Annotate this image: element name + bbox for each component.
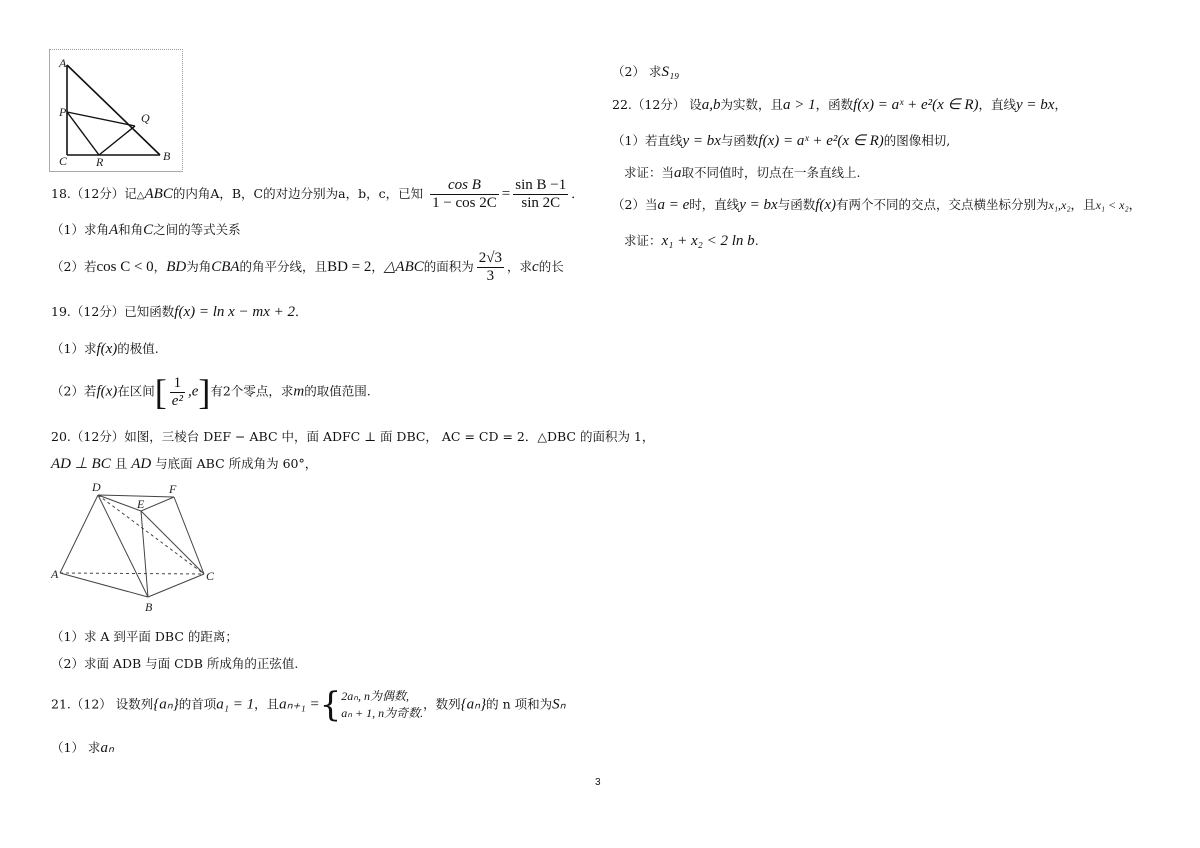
q22-ab: a,b [701,97,721,113]
q18-p2-c: c [532,259,539,275]
q22-p2c: 与函数 [777,197,816,212]
q22-mid2: ，函数 [815,97,854,112]
q22-part2 [612,195,1141,214]
q22-p2ineq: x₁ < x₂ [1095,198,1129,212]
q18-lead: 18.（12分）记 [51,186,137,201]
q21-mid2: ，且 [254,696,280,712]
q22-p2end: . [754,233,759,248]
q18-p2d: 的角平分线，且 [239,259,328,274]
q21-part2 [612,62,679,81]
q20-part1: （1）求 A 到平面 DBC 的距离； [51,629,238,644]
q18-num1: cos B [430,177,499,195]
q21-p1: （1） 求 [51,740,101,755]
q21-mid3: ，数列 [423,696,461,712]
q22-p2ae: a = e [657,197,690,213]
q22-p2line: y = bx [739,197,778,213]
q21-lead: 21.（12） 设数列 [51,696,154,712]
q22-p1b: 与函数 [720,133,759,148]
q22-p2a: （2）当 [612,197,658,212]
q18-p1b: 和角 [118,222,144,237]
page-number: 3 [595,777,601,788]
fig17-edge-pr [67,112,99,155]
q21-p2: （2） 求 [612,64,662,79]
q22-p1c: 的图像相切, [883,133,951,148]
q19-fx: f(x) = ln x − mx + 2 [174,304,296,320]
q22-mid: 为实数，且 [720,97,784,112]
q21-mid4: 的 n 项和为 [486,696,553,712]
q19-p2-f: f(x) [96,383,118,400]
q21-cases [341,688,423,722]
q18-p2-frac [477,250,504,285]
q18-num2: sin B −1 [515,177,567,193]
q18-p2-num: 2√3 [478,250,502,266]
q18-end: ． [571,186,584,201]
figure-17-svg [50,50,182,171]
q18-p2b: ， [153,259,167,274]
q18-p1c: 之间的等式关系 [153,222,241,237]
q18-p1-c: C [143,222,154,238]
q22-part1-proof [624,163,861,182]
q21-part1 [51,738,114,757]
q21-p1a: aₙ [100,740,114,756]
q18-p1: （1）求角 [51,222,109,237]
q21-brace: { [319,685,342,725]
q18-p2-cba: CBA [211,259,240,275]
q20-line2 [51,454,317,473]
q21-a1: a₁ = 1 [216,696,255,713]
fig20-label-a: A [51,567,59,581]
q18-p2h: 的长 [538,259,564,274]
q18-tri: △ [136,190,145,201]
q22-line: y = bx [1016,97,1055,113]
q20-line2a: AD ⊥ BC [51,456,111,472]
q18-p2g: ，求 [507,259,533,274]
q20-line2c: AD [131,456,152,472]
q22-p1f: f(x) = aˣ + e²(x ∈ R) [758,133,884,149]
q22-p2e: ，且 [1070,197,1096,212]
q18-eq: = [501,186,511,202]
q18-p2-cos: cos C < 0 [96,259,154,275]
fig20-edge-df [98,495,174,497]
q20-line2b: 且 [110,456,132,471]
q21-sn: Sₙ [552,696,566,713]
fig17-edge-ab [67,65,160,155]
q22-fx: f(x) = aˣ + e²(x ∈ R) [853,97,979,113]
q20-line2d: 与底面 ABC 所成角为 60°， [151,456,318,471]
fig17-label-q: Q [141,111,150,125]
q18-p2-bd: BD [166,259,187,275]
fig20-edge-ac-hidden [60,573,204,574]
q19-frac [170,375,185,410]
figure-20-svg [48,478,224,616]
q22-p1line: y = bx [682,133,721,149]
q22-p2proof: x₁ + x₂ < 2 ln b [661,233,755,249]
q18-part1 [51,220,241,239]
q18-mid: 的内角A，B，C的对边分别为a，b，c，已知 [172,186,424,201]
q18-p2f: 的面积为 [423,259,474,274]
fig20-edge-ab [60,573,148,597]
fig17-edge-rq [99,126,135,155]
q19-e: ,e [187,383,199,400]
q22-lead: 22.（12分） 设 [612,97,702,112]
fig17-label-a: A [59,56,67,70]
q18-p2c: 为角 [186,259,212,274]
q19-p2: （2）若 [51,383,97,399]
q22-p1a: （1）若直线 [612,133,683,148]
question-22 [612,95,1067,114]
fig20-label-e: E [137,497,145,511]
q22-p2f: f(x) [815,197,837,213]
q20-part2: （2）求面 ADB 与面 CDB 所成角的正弦值. [51,656,299,671]
q18-frac2 [513,177,568,212]
q19-p1: （1）求 [51,341,97,356]
q18-den2: sin 2C [521,195,561,211]
q22-p1e: a [674,165,682,181]
q18-p2: （2）若 [51,259,97,274]
figure-20 [48,478,224,616]
fig20-edge-bc [148,574,204,597]
q21-case1: 2aₙ, n为偶数, [341,689,410,703]
question-21 [51,685,566,725]
fig20-edge-ec [141,511,204,574]
q19-p2c: 有2个零点，求 [210,383,294,399]
q22-end: ， [1054,97,1067,112]
q18-p2e: ， [371,259,384,274]
q19-part1 [51,339,159,358]
fig20-label-b: B [145,600,153,614]
question-20: 20.（12分）如图，三棱台 DEF − ABC 中，面 ADFC ⊥ 面 DBC， AC = CD = 2．△DBC 的面积为 1， [51,429,655,444]
q22-p1d: 求证：当 [624,165,675,180]
q19-p1b: 的极值. [117,341,159,356]
q22-part1 [612,131,950,150]
q22-part2-proof [624,231,759,250]
q18-abc: ABC [144,186,173,202]
fig17-edge-pq [67,112,135,126]
q18-p2-tri: △ABC [383,259,424,275]
q18-part2 [51,250,564,285]
fig20-edge-fc [174,497,204,574]
q22-p2b: 时，直线 [689,197,740,212]
q21-seq: {aₙ} [153,696,179,713]
q19-p2d: 的取值范围. [304,383,371,399]
q21-case2: aₙ + 1, n为奇数. [341,706,424,720]
q21-seq2: {aₙ} [460,696,487,713]
fig17-label-b: B [163,149,171,163]
q18-p2-den: 3 [486,268,495,284]
q22-p2d: 有两个不同的交点，交点横坐标分别为 [836,197,1049,212]
q18-frac1 [430,177,499,212]
fig20-label-c: C [206,569,215,583]
q19-bracket-left: [ [154,372,167,412]
fig20-edge-da [60,495,98,573]
q22-p1f2: 取不同值时，切点在一条直线上. [681,165,861,180]
q19-lead: 19.（12分）已知函数 [51,304,175,319]
q22-p2h: 求证： [624,233,662,248]
q18-den1: 1 − cos 2C [432,195,497,211]
q19-p2b: 在区间 [117,383,155,399]
q22-cond: a > 1 [783,97,816,113]
q18-p1-a: A [108,222,119,238]
fig17-label-c: C [59,154,68,168]
q19-den: e² [171,392,183,409]
q21-mid: 的首项 [178,696,217,712]
q19-num: 1 [170,375,185,393]
fig20-edge-ef [141,497,174,511]
question-18 [51,177,584,212]
fig17-label-p: P [59,105,67,119]
q22-mid3: ，直线 [978,97,1017,112]
q22-p2x: x₁,x₂ [1048,198,1071,212]
q19-end: ． [295,304,308,319]
question-19 [51,302,308,321]
q19-bracket-right: ] [198,372,211,412]
fig17-label-r: R [96,155,104,169]
q21-an1: aₙ₊₁ = [279,696,320,713]
fig20-label-f: F [169,482,177,496]
q21-p2s: S₁₉ [661,64,680,80]
q19-p1-f: f(x) [96,341,118,357]
fig20-label-d: D [92,480,101,494]
q19-part2 [51,374,371,410]
figure-17 [49,49,183,172]
q22-p2g: ， [1128,197,1142,212]
q18-p2-bd2: BD = 2 [327,259,372,275]
q19-m: m [293,383,305,400]
